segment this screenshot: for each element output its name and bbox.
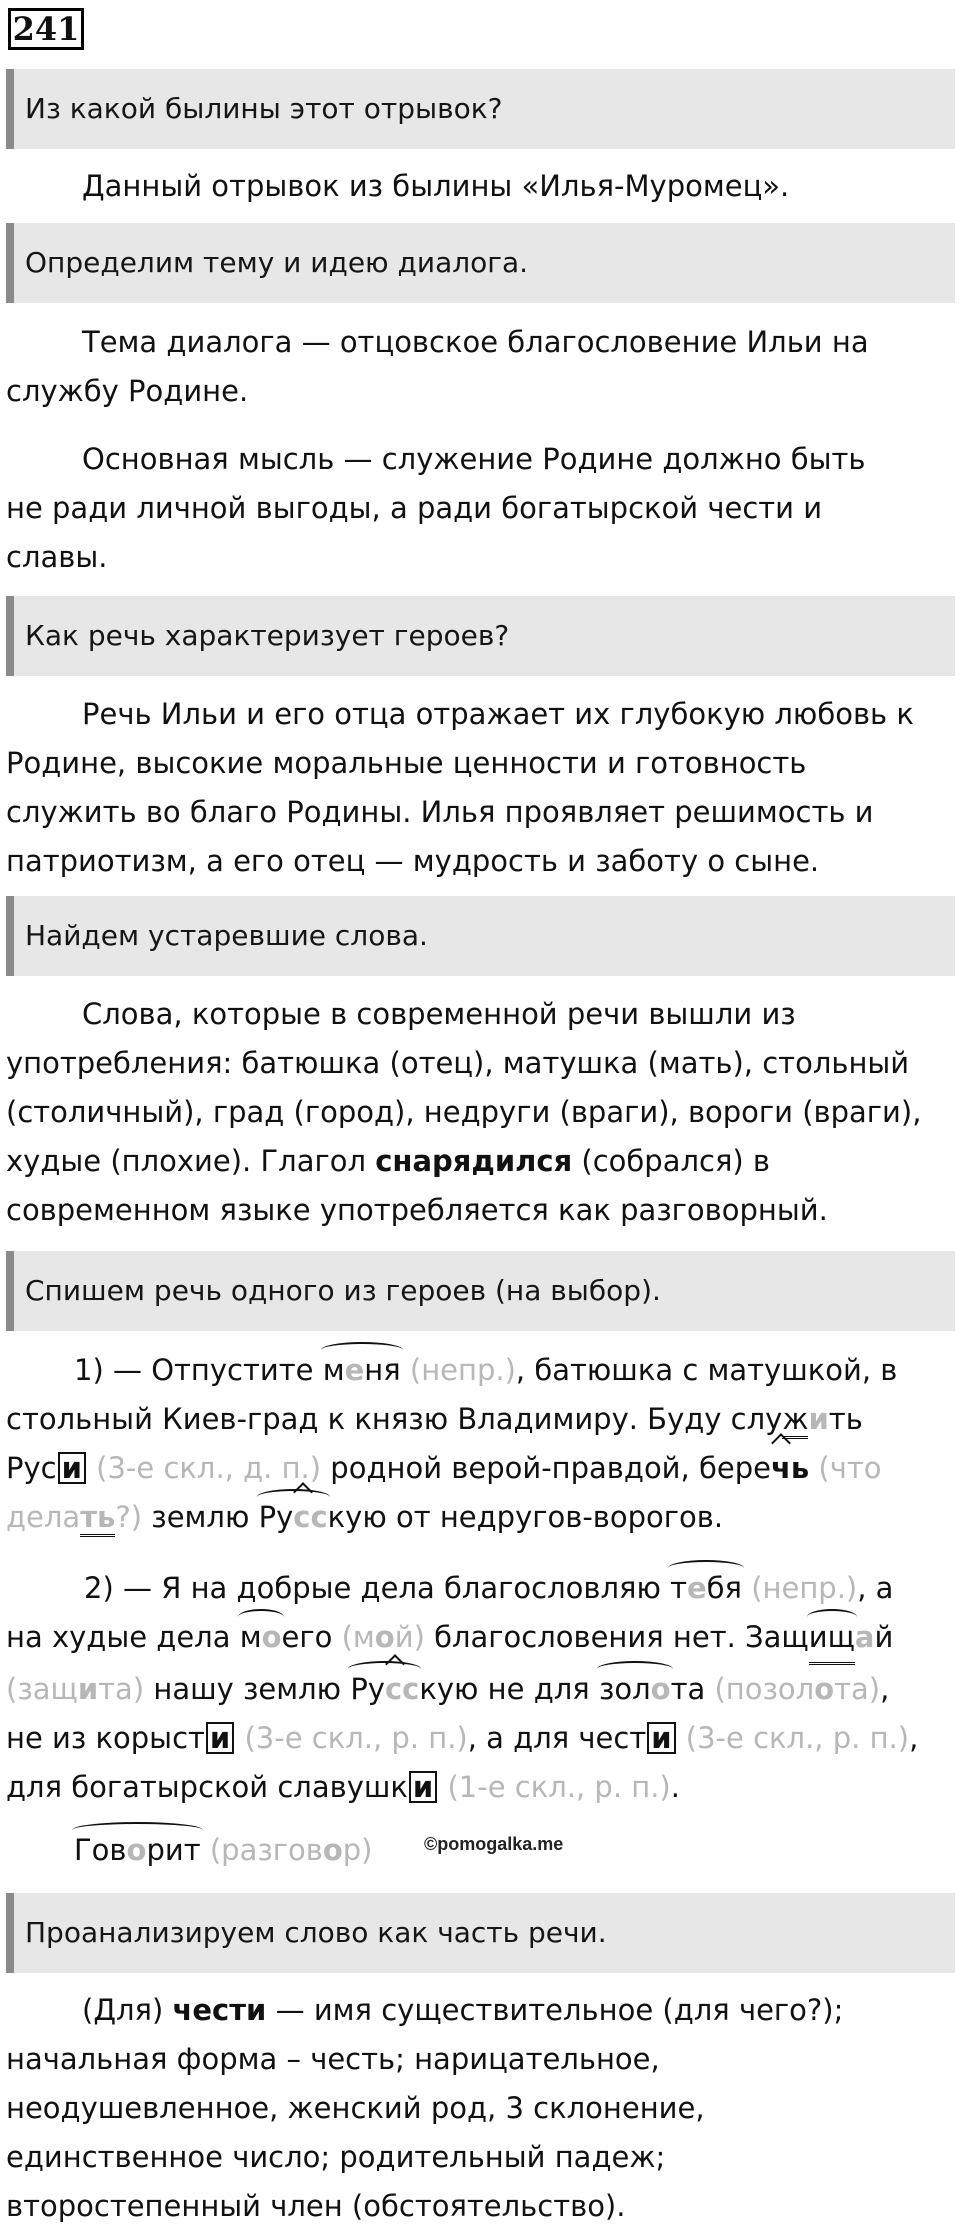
answer-3	[6, 690, 956, 886]
question-6: Проанализируем слово как часть речи.	[6, 1893, 955, 1973]
root-mark: золо	[599, 1665, 671, 1714]
answer-line: Речь Ильи и его отца отражает их глубокую любовь к	[82, 697, 914, 731]
speech-line: Рус и (3-е скл., д. п.) родной верой-правдой, беречь (что	[6, 1444, 956, 1493]
answer-line: неодушевленное, женский род, 3 склонение,	[6, 2091, 705, 2125]
root-mark: Русс	[259, 1493, 328, 1542]
question-1: Из какой былины этот отрывок?	[6, 69, 955, 149]
speech-line: делать?) землю Русскую от недругов-ворогов.	[6, 1493, 956, 1542]
speech-line: (защита) нашу землю Русскую не для золота (позолота),	[6, 1665, 956, 1714]
ending-box: и	[647, 1722, 675, 1754]
answer-6	[6, 1986, 956, 2231]
root-mark: Говорит	[74, 1826, 201, 1875]
question-5: Спишем речь одного из героев (на выбор).	[6, 1251, 955, 1331]
answer-1	[6, 162, 956, 211]
speech-3	[74, 1826, 474, 1875]
answer-line: второстепенный член (обстоятельство).	[6, 2189, 626, 2223]
question-2: Определим тему и идею диалога.	[6, 223, 955, 303]
root-mark: мо	[240, 1613, 282, 1662]
answer-line: худые (плохие). Глагол снарядился (собрался) в	[6, 1144, 771, 1178]
question-3: Как речь характеризует героев?	[6, 596, 955, 676]
answer-2-idea	[6, 435, 956, 582]
answer-line: славы.	[6, 540, 108, 574]
root-mark: меня	[323, 1346, 401, 1395]
speech-2	[6, 1564, 956, 1812]
answer-line: Основная мысль — служение Родине должно быть	[82, 442, 866, 476]
answer-line: единственное число; родительный падеж;	[6, 2140, 666, 2174]
root-mark: тебя	[670, 1564, 742, 1613]
speech-line: стольный Киев-град к князю Владимиру. Буду служить	[6, 1395, 956, 1444]
question-4: Найдем устаревшие слова.	[6, 896, 955, 976]
answer-line: (столичный), град (город), недруги (враги), вороги (враги),	[6, 1095, 922, 1129]
answer-line: употребления: батюшка (отец), матушка (мать), стольный	[6, 1046, 910, 1080]
answer-line: патриотизм, а его отец — мудрость и заботу о сыне.	[6, 844, 820, 878]
bold-word: снарядился	[375, 1144, 573, 1178]
ending-box: и	[409, 1771, 437, 1803]
speech-line: Говорит (разговор)	[74, 1826, 474, 1875]
speech-1	[6, 1346, 956, 1542]
suffix-mark: чь	[771, 1444, 809, 1493]
answer-line: Тема диалога — отцовское благословение Ильи на	[82, 325, 869, 359]
ending-box: и	[206, 1722, 234, 1754]
speech-line: на худые дела моего (мой) благословения нет. Защищай	[6, 1613, 956, 1665]
answer-line: не ради личной выгоды, а ради богатырской чести и	[6, 491, 823, 525]
speech-line: 1) — Отпустите меня (непр.), батюшка с матушкой, в	[6, 1346, 956, 1395]
bold-word: чести	[172, 1993, 267, 2027]
copyright-watermark: ©pomogalka.me	[424, 1834, 564, 1854]
answer-line: Слова, которые в современной речи вышли из	[82, 997, 796, 1031]
ending-box: и	[58, 1452, 86, 1484]
speech-line: не из корыст и (3-е скл., р. п.), а для чест и (3-е скл., р. п.),	[6, 1721, 919, 1755]
task-number: 241	[8, 8, 84, 50]
answer-1-line: Данный отрывок из былины «Илья-Муромец».	[82, 169, 790, 203]
answer-line: службу Родине.	[6, 374, 249, 408]
answer-2-theme	[6, 318, 956, 416]
answer-line: (Для) чести — имя существительное (для чего?);	[82, 1993, 844, 2027]
answer-line: служить во благо Родины. Илья проявляет решимость и	[6, 795, 874, 829]
speech-line: 2) — Я на добрые дела благословляю тебя (непр.), а	[6, 1564, 956, 1613]
answer-line: современном языке употребляется как разговорный.	[6, 1193, 828, 1227]
root-mark: Русс	[350, 1665, 419, 1714]
speech-line: для богатырской славушк и (1-е скл., р. п.).	[6, 1770, 680, 1804]
answer-4	[6, 990, 956, 1235]
answer-line: Родине, высокие моральные ценности и готовность	[6, 746, 807, 780]
answer-line: начальная форма – честь; нарицательное,	[6, 2042, 660, 2076]
root-mark: ищ	[809, 1613, 855, 1665]
